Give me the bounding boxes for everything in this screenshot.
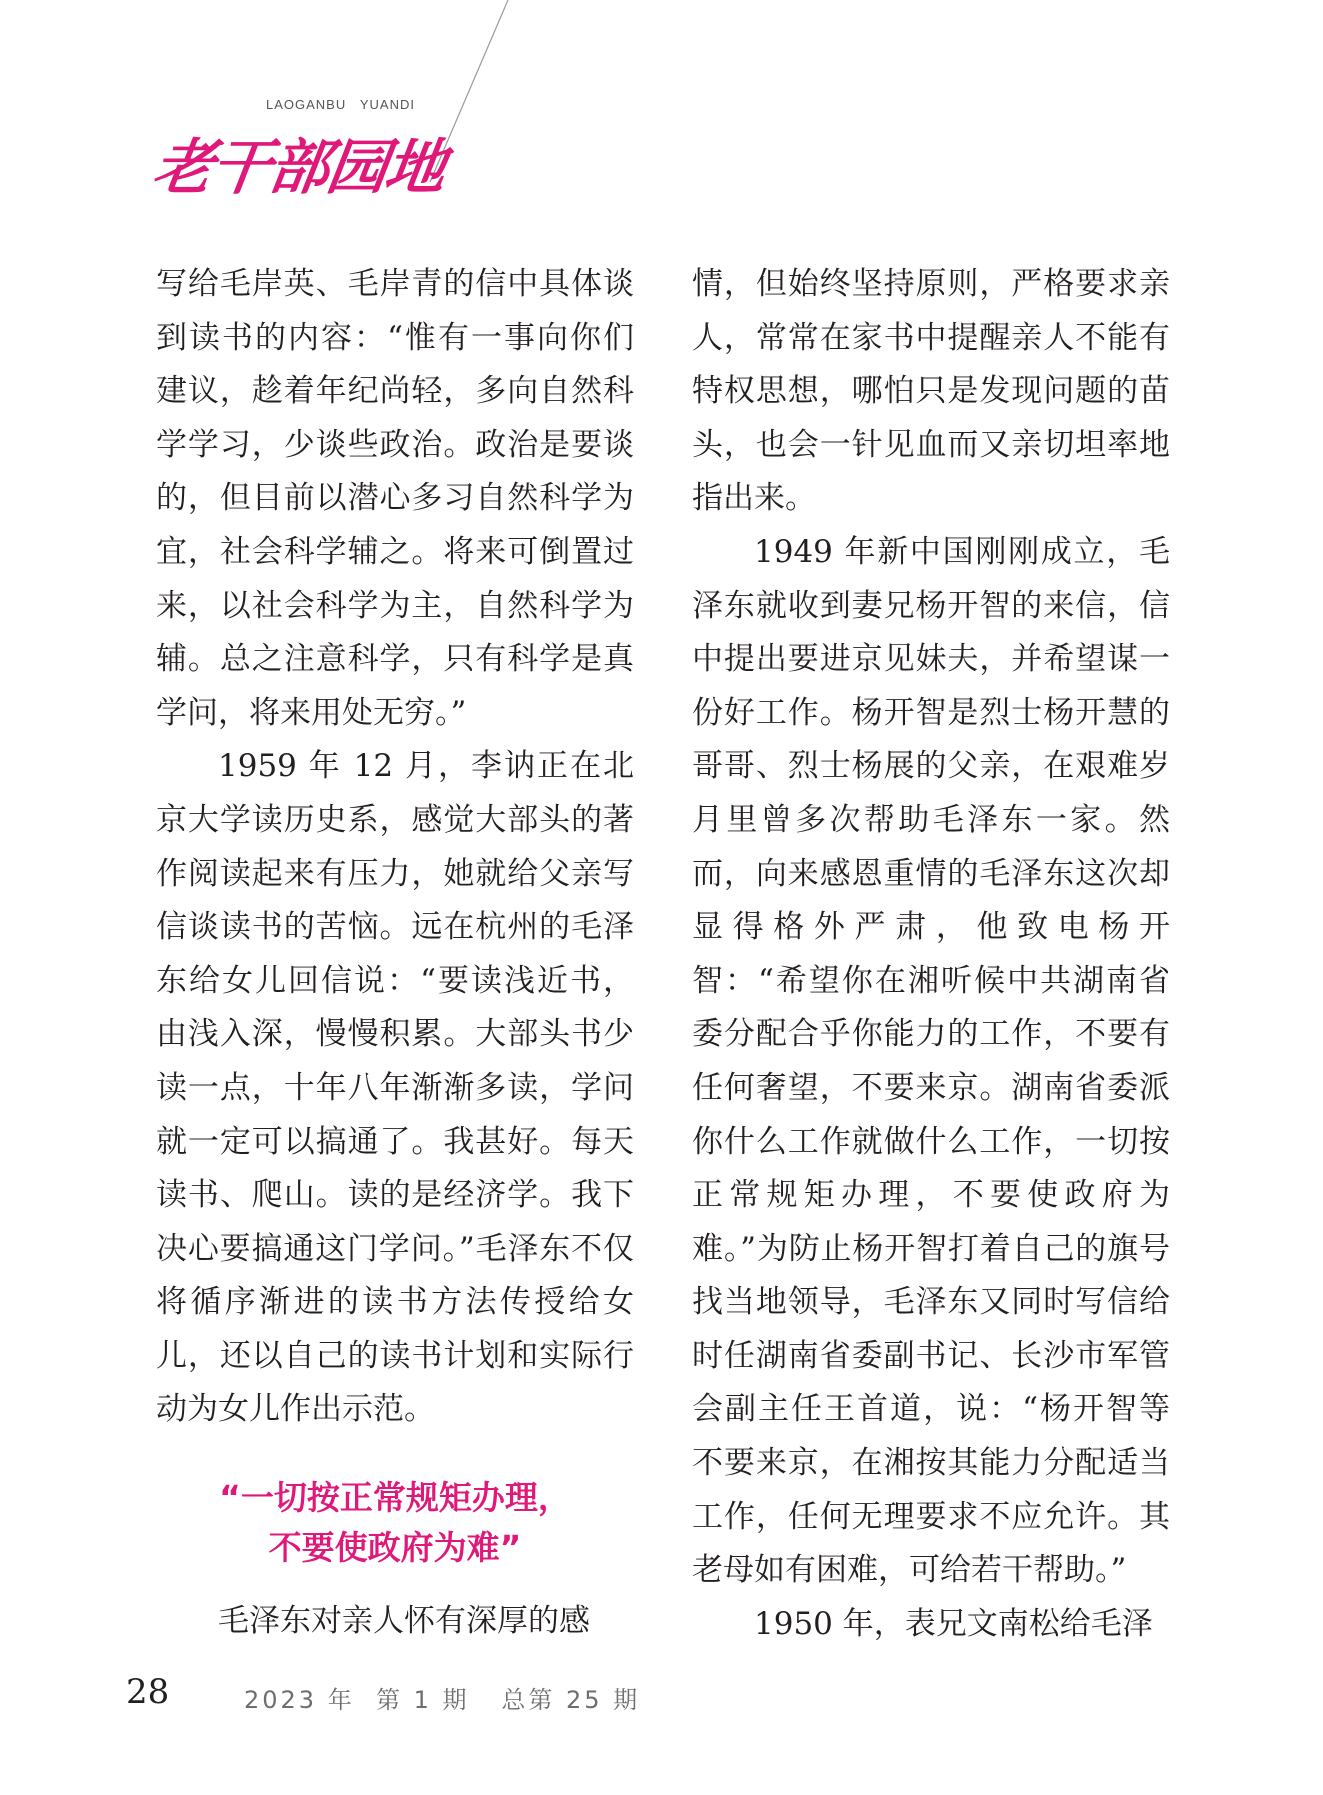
paragraph: 情，但始终坚持原则，严格要求亲人，常常在家书中提醒亲人不能有特权思想，哪怕只是发现问题的苗头，也会一针见血而又亲切坦率地指出来。 (692, 266, 1170, 517)
section-heading (156, 1473, 634, 1573)
paragraph: 1959 年 12 月，李讷正在北京大学读历史系，感觉大部头的著作阅读起来有压力，她就给父亲写信谈读书的苦恼。远在杭州的毛泽东给女儿回信说：“要读浅近书，由浅入深，慢慢积累。大部头书少读一点，十年八年渐渐多读，学问就一定可以搞通了。我甚好。每天读书、爬山。读的是经济学。我下决心要搞通这门学问。”毛泽东不仅将循序渐进的读书方法传授给女儿，还以自己的读书计划和实际行动为女儿作出示范。 (156, 748, 634, 1428)
left-text-column (156, 258, 634, 1649)
paragraph: 毛泽东对亲人怀有深厚的感 (218, 1603, 590, 1640)
right-text-column (692, 258, 1170, 1651)
paragraph: 1950 年，表兄文南松给毛泽 (754, 1605, 1153, 1642)
section-heading-line: “一切按正常规矩办理， (219, 1478, 571, 1518)
paragraph: 写给毛岸英、毛岸青的信中具体谈到读书的内容：“惟有一事向你们建议，趁着年纪尚轻，多向自然科学学习，少谈些政治。政治是要谈的，但目前以潜心多习自然科学为宜，社会科学辅之。将来可倒置过来，以社会科学为主，自然科学为辅。总之注意科学，只有科学是真学问，将来用处无穷。” (156, 266, 634, 731)
issue-info: 2023 年 第 1 期 总第 25 期 (244, 1686, 641, 1714)
magazine-column-logo: 老干部园地 (148, 133, 449, 203)
magazine-column-name-en: LAOGANBU YUANDI (266, 97, 415, 112)
page-number: 28 (126, 1672, 170, 1712)
section-heading-line: 不要使政府为难” (268, 1528, 522, 1568)
paragraph: 1949 年新中国刚刚成立，毛泽东就收到妻兄杨开智的来信，信中提出要进京见妹夫，并希望谋一份好工作。杨开智是烈士杨开慧的哥哥、烈士杨展的父亲，在艰难岁月里曾多次帮助毛泽东一家。然而，向来感恩重情的毛泽东这次却显得格外严肃，他致电杨开智：“希望你在湘听候中共湖南省委分配合乎你能力的工作，不要有任何奢望，不要来京。湖南省委派你什么工作就做什么工作，一切按正常规矩办理，不要使政府为难。”为防止杨开智打着自己的旗号找当地领导，毛泽东又同时写信给时任湖南省委副书记、长沙市军管会副主任王首道，说：“杨开智等不要来京，在湘按其能力分配适当工作，任何无理要求不应允许。其老母如有困难，可给若干帮助。” (692, 533, 1170, 1589)
